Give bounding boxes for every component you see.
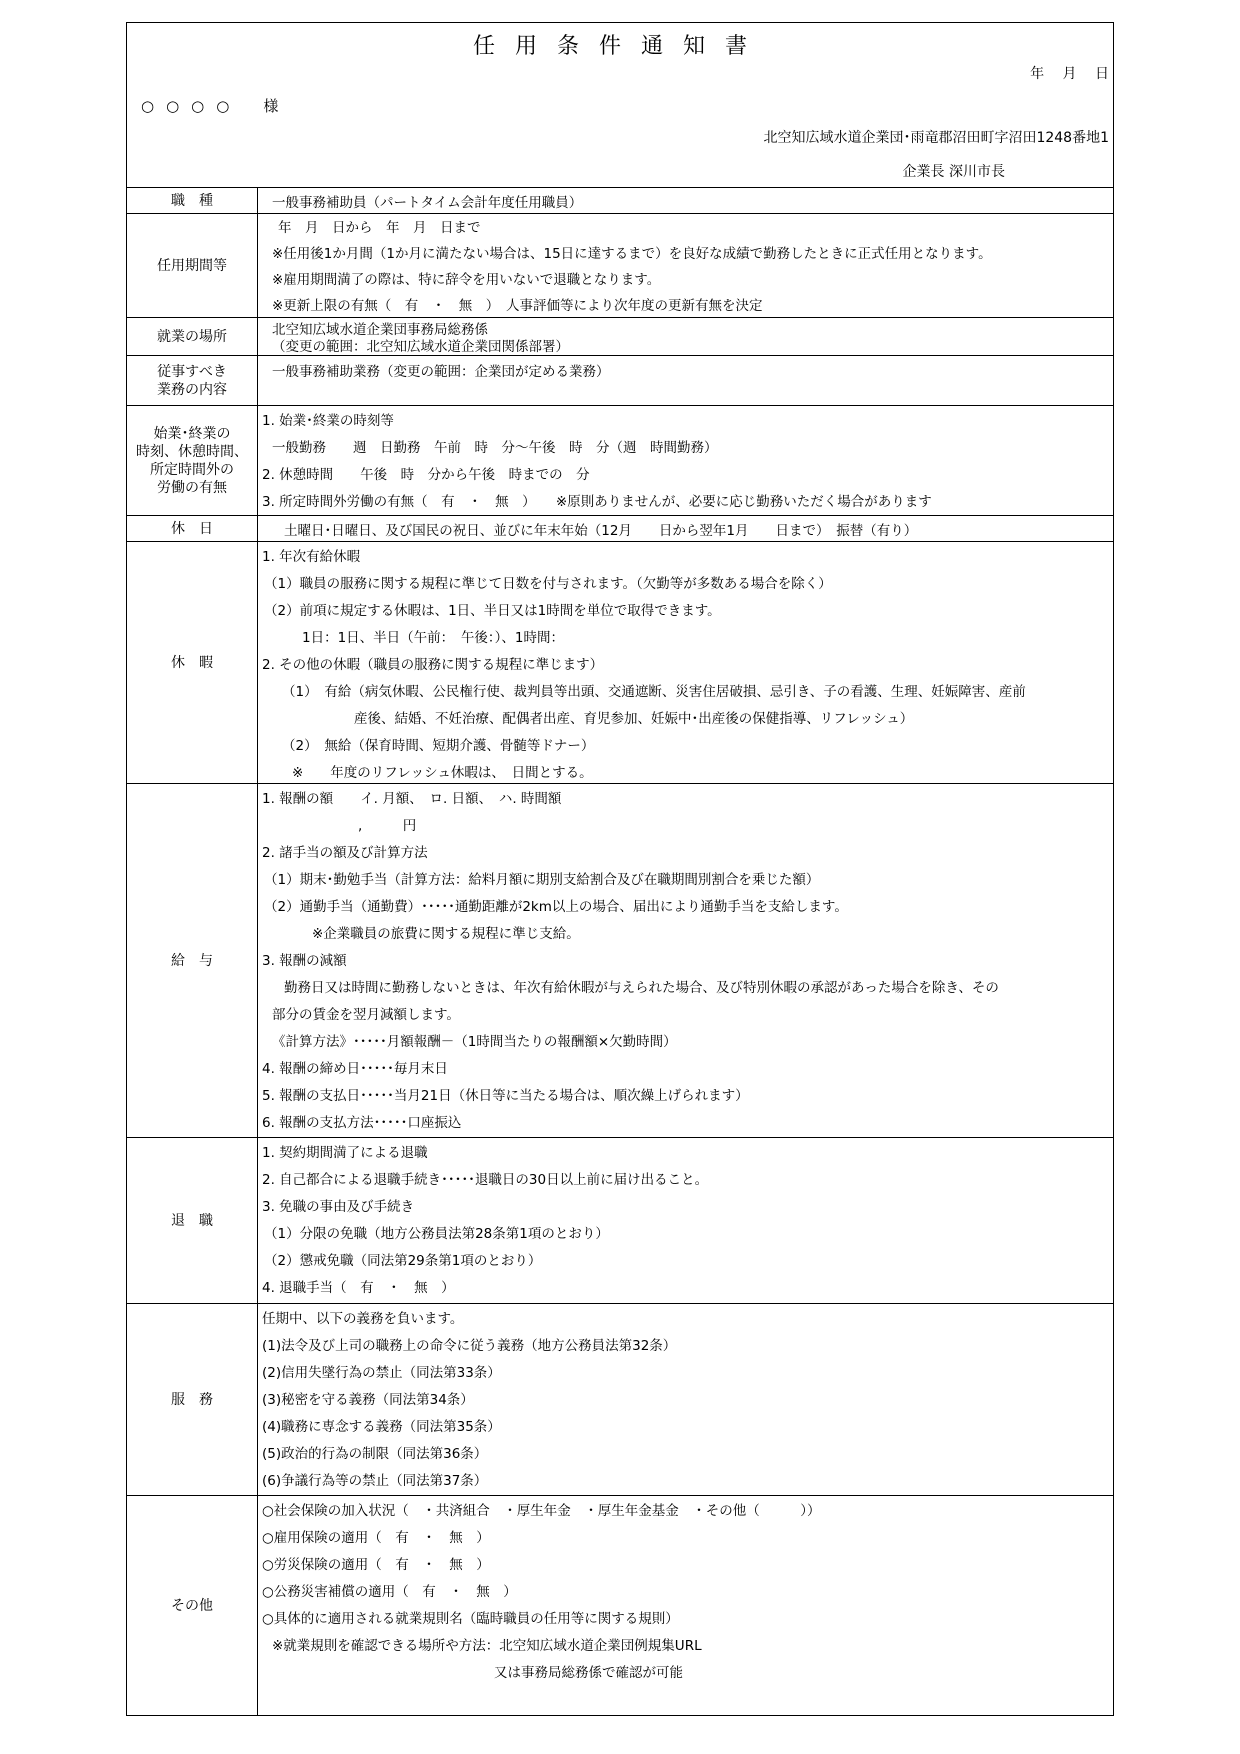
- text-line: 一般事務補助員（パートタイム会計年度任用職員）: [272, 195, 583, 211]
- text-line: ○社会保険の加入状況（ ・共済組合 ・厚生年金 ・厚生年金基金 ・その他（ ））: [262, 1503, 821, 1519]
- section-content: [258, 784, 1113, 1137]
- section-label: 職 種: [127, 188, 258, 213]
- label-line: 業務の内容: [157, 381, 227, 398]
- section-label: 就業の場所: [127, 318, 258, 355]
- text-line: 一般勤務 週 日勤務 午前 時 分～午後 時 分（週 時間勤務）: [272, 440, 718, 456]
- text-line: （1）分限の免職（地方公務員法第28条第1項のとおり）: [264, 1226, 609, 1242]
- section-content: [258, 516, 1113, 541]
- text-line: (5)政治的行為の制限（同法第36条）: [262, 1446, 488, 1462]
- addressee-name-placeholder: ○○○○: [141, 97, 242, 115]
- text-line: 2. 自己都合による退職手続き･････退職日の30日以上前に届け出ること。: [262, 1172, 709, 1188]
- text-line: ※企業職員の旅費に関する規程に準じ支給。: [312, 926, 580, 942]
- section-content: [258, 1138, 1113, 1303]
- text-line: 《計算方法》･････月額報酬－（1時間当たりの報酬額×欠勤時間）: [272, 1034, 677, 1050]
- text-line: , 円: [358, 818, 417, 834]
- section-working-hours: [127, 405, 1113, 515]
- section-content: [258, 542, 1113, 783]
- issuer-name: 企業長 深川市長: [902, 164, 1005, 180]
- label-line: 所定時間外の: [150, 461, 234, 478]
- section-label: [127, 356, 258, 405]
- addressee-honorific: 様: [263, 97, 279, 115]
- section-content: [258, 1496, 1113, 1715]
- text-line: （変更の範囲：北空知広域水道企業団関係部署）: [272, 339, 569, 355]
- section-content: [258, 1304, 1113, 1495]
- notice-header: [127, 23, 1113, 187]
- text-line: 勤務日又は時間に勤務しないときは、年次有給休暇が与えられた場合、及び特別休暇の承認があった場合を除き、その: [284, 980, 999, 996]
- text-line: ○公務災害補償の適用（ 有 ・ 無 ）: [262, 1584, 517, 1600]
- text-line: 1. 始業･終業の時刻等: [262, 413, 394, 429]
- text-line: 2. 休憩時間 午後 時 分から午後 時までの 分: [262, 467, 590, 483]
- text-line: 任期中、以下の義務を負います。: [262, 1311, 464, 1327]
- text-line: ※就業規則を確認できる場所や方法：北空知広域水道企業団例規集URL: [272, 1638, 702, 1654]
- section-content: [258, 188, 1113, 213]
- text-line: 1. 年次有給休暇: [262, 549, 361, 565]
- section-label: 休 暇: [127, 542, 258, 783]
- text-line: （2）懲戒免職（同法第29条第1項のとおり）: [264, 1253, 542, 1269]
- text-line: 北空知広域水道企業団事務局総務係: [272, 322, 488, 338]
- text-line: 3. 所定時間外労働の有無（ 有 ・ 無 ） ※原則ありませんが、必要に応じ勤務いただく場合があります: [262, 494, 932, 510]
- text-line: （1）期末･勤勉手当（計算方法：給料月額に期別支給割合及び在職期間別割合を乗じた額）: [264, 872, 820, 888]
- label-line: 始業･終業の: [153, 425, 231, 442]
- text-line: 1. 報酬の額 イ. 月額、 ロ. 日額、 ハ. 時間額: [262, 791, 562, 807]
- label-line: 労働の有無: [157, 479, 227, 496]
- text-line: 1. 契約期間満了による退職: [262, 1145, 428, 1161]
- document-title: 任用条件通知書: [472, 34, 767, 59]
- text-line: (2)信用失墜行為の禁止（同法第33条）: [262, 1365, 501, 1381]
- text-line: ○具体的に適用される就業規則名（臨時職員の任用等に関する規則）: [262, 1611, 679, 1627]
- text-line: （2） 無給（保育時間、短期介護、骨髄等ドナー）: [282, 738, 595, 754]
- section-label: 休 日: [127, 516, 258, 541]
- section-label: [127, 406, 258, 515]
- text-line: 4. 退職手当（ 有 ・ 無 ）: [262, 1280, 455, 1296]
- text-line: 2. 諸手当の額及び計算方法: [262, 845, 428, 861]
- label-line: 時刻、休憩時間、: [136, 443, 248, 460]
- text-line: 3. 報酬の減額: [262, 953, 347, 969]
- section-content: [258, 406, 1113, 515]
- text-line: ※雇用期間満了の際は、特に辞令を用いないで退職となります。: [272, 272, 661, 288]
- label-line: 従事すべき: [157, 363, 227, 380]
- section-content: [258, 318, 1113, 355]
- section-job-duties: [127, 355, 1113, 405]
- text-line: ※ 年度のリフレッシュ休暇は、 日間とする。: [292, 765, 593, 781]
- text-line: ※更新上限の有無（ 有 ・ 無 ） 人事評価等により次年度の更新有無を決定: [272, 298, 763, 314]
- section-label: その他: [127, 1496, 258, 1715]
- section-label: 給 与: [127, 784, 258, 1137]
- section-label: 退 職: [127, 1138, 258, 1303]
- text-line: (3)秘密を守る義務（同法第34条）: [262, 1392, 474, 1408]
- section-workplace: [127, 317, 1113, 355]
- text-line: ○労災保険の適用（ 有 ・ 無 ）: [262, 1557, 490, 1573]
- text-line: （1）職員の服務に関する規程に準じて日数を付与されます。（欠勤等が多数ある場合を除く）: [264, 576, 832, 592]
- text-line: 2. その他の休暇（職員の服務に関する規程に準じます）: [262, 657, 604, 673]
- section-content: [258, 356, 1113, 405]
- section-appointment-period: [127, 213, 1113, 317]
- text-line: 又は事務局総務係で確認が可能: [494, 1665, 683, 1681]
- text-line: 一般事務補助業務（変更の範囲：企業団が定める業務）: [272, 364, 610, 380]
- text-line: 5. 報酬の支払日･････当月21日（休日等に当たる場合は、順次繰上げられます）: [262, 1088, 749, 1104]
- text-line: （1） 有給（病気休暇、公民権行使、裁判員等出頭、交通遮断、災害住居破損、忌引き、子の看護、生理、妊娠障害、産前: [282, 684, 1026, 700]
- text-line: ○雇用保険の適用（ 有 ・ 無 ）: [262, 1530, 490, 1546]
- section-other: [127, 1495, 1113, 1715]
- employment-terms-notice: [126, 22, 1114, 1716]
- text-line: ※任用後1か月間（1か月に満たない場合は、15日に達するまで）を良好な成績で勤務したときに正式任用となります。: [272, 246, 992, 262]
- issue-date: 年 月 日: [1030, 66, 1109, 82]
- text-line: 土曜日･日曜日、及び国民の祝日、並びに年末年始（12月 日から翌年1月 日まで） 振替（有り）: [284, 523, 918, 539]
- section-label: 服 務: [127, 1304, 258, 1495]
- text-line: （2）前項に規定する休暇は、1日、半日又は1時間を単位で取得できます。: [264, 603, 721, 619]
- section-service-duties: [127, 1303, 1113, 1495]
- text-line: 年 月 日から 年 月 日まで: [278, 220, 481, 236]
- section-salary: [127, 783, 1113, 1137]
- issuer-address: 北空知広域水道企業団･雨竜郡沼田町字沼田1248番地1: [763, 130, 1109, 146]
- section-label: 任用期間等: [127, 214, 258, 317]
- section-content: [258, 214, 1113, 317]
- section-job-type: [127, 187, 1113, 213]
- section-retirement: [127, 1137, 1113, 1303]
- section-holidays: [127, 515, 1113, 541]
- text-line: (6)争議行為等の禁止（同法第37条）: [262, 1473, 488, 1489]
- addressee: [141, 95, 278, 116]
- text-line: (4)職務に専念する義務（同法第35条）: [262, 1419, 501, 1435]
- text-line: 3. 免職の事由及び手続き: [262, 1199, 415, 1215]
- text-line: 6. 報酬の支払方法･････口座振込: [262, 1115, 462, 1131]
- text-line: 部分の賃金を翌月減額します。: [272, 1007, 460, 1023]
- text-line: 産後、結婚、不妊治療、配偶者出産、育児参加、妊娠中･出産後の保健指導、リフレッシュ）: [354, 711, 914, 727]
- text-line: （2）通勤手当（通勤費）･････通勤距離が2km以上の場合、届出により通勤手当を支給します。: [264, 899, 848, 915]
- text-line: 1日：1日、半日（午前： 午後：）、1時間：: [302, 630, 565, 646]
- section-leave: [127, 541, 1113, 783]
- text-line: (1)法令及び上司の職務上の命令に従う義務（地方公務員法第32条）: [262, 1338, 677, 1354]
- text-line: 4. 報酬の締め日･････毎月末日: [262, 1061, 448, 1077]
